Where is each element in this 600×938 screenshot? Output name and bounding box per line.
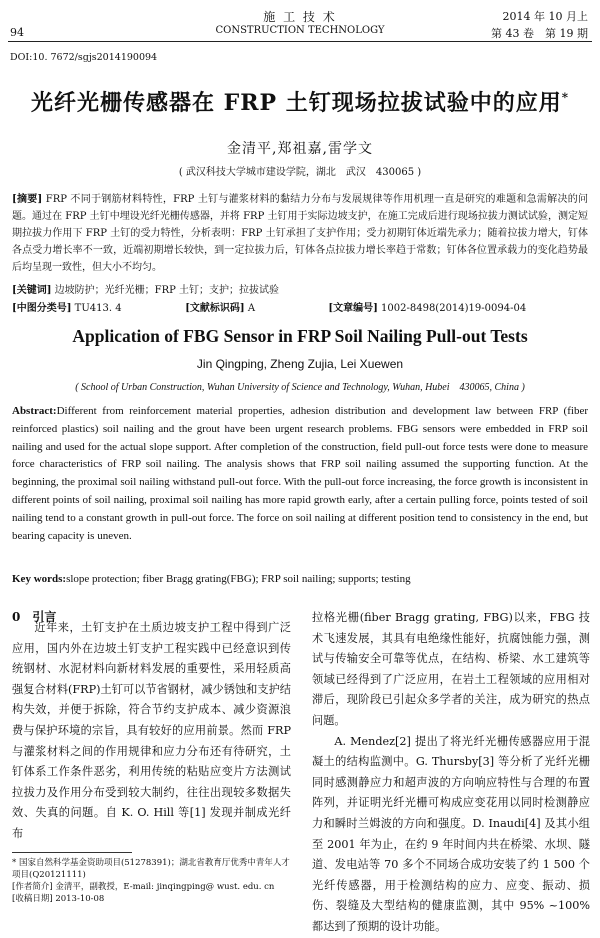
doc-code-value: A <box>247 303 256 314</box>
volume-issue: 第 43 卷 第 19 期 <box>491 27 588 40</box>
classification-row <box>12 299 588 314</box>
body-paragraph: A. Mendez[2] 提出了将光纤光栅传感器应用于混凝土的结构监测中。G. Thursby[3] 等分析了光纤光栅同时感测静应力和超声波的方向响应特性与合理的布置阵列，并证明光纤光栅可构成应变花用以同时检测静应力和瞬时兰姆波的方向和强度。D. Inaudi[4] 及其小组至 2001 年为止，在约 9 年时间内共在桥梁、水坝、隧道、发电站等 70 多个不同场合成功安装了约 1 500 个光纤传感器，用于检测结构的应力、应变、振动、损伤、裂缝及大型结构的健康监测，其中 95% ~100% 都达到了预期的设计功能。 <box>312 734 590 933</box>
abstract-en <box>12 403 588 545</box>
body-right-column <box>312 608 590 938</box>
footnotes <box>12 857 292 905</box>
abstract-en-text: Different from reinforcement material properties, adhesion distribution and development law between FRP (fiber reinforced plastics) soil nailing and the grout have been urgent research problems. FBG sensors were embedded in FRP soil nailing and used for the actual slope support. After completion of the construction, field pull-out force tests were done to measure force characteristics of FRP soil nailing. The analysis shows that FRP soil nailing assumed the supporting function. At the beginning, the proximal soil nailing withstand pull-out force. With the pull-out force increasing, the force growth is inconsistent in different points of soil nailing, proximal soil nailing has more rapid growth early, after a certain pulling force, points tested of soil nailing tend to a constant growth in pull-out force. The force on soil nailing at different position tend to consistency in the end, but bearing capacity is uneven. <box>12 405 588 542</box>
article-title-cn <box>0 86 600 117</box>
keywords-cn-label: [关键词] <box>12 285 52 296</box>
keywords-en-label: Key words: <box>12 573 67 585</box>
article-id-value: 1002-8498(2014)19-0094-04 <box>381 303 527 314</box>
abstract-en-label: Abstract: <box>12 405 57 417</box>
article-title-en: Application of FBG Sensor in FRP Soil Nailing Pull-out Tests <box>72 326 528 346</box>
title-text: 光纤光栅传感器在 FRP 土钉现场拉拔试验中的应用 <box>30 90 562 116</box>
body-paragraph: 拉格光栅(fiber Bragg grating, FBG)以来，FBG 技术飞速发展，其具有电绝缘性能好，抗腐蚀能力强，测试与传输安全可靠等优点，在结构、桥梁、水工建筑等领域已经得到了广泛应用，在岩土工程领域的应用相对滞后，现阶段已引起众多学者的关注，成为研究的热点问题。 <box>312 611 590 727</box>
body-left-column: 近年来，土钉支护在土质边坡支护工程中得到广泛应用，国内外在边坡土钉支护工程实践中已经意识到传统钢材、水泥材料向新材料发展的重要性，采用轻质高强复合材料(FRP)土钉可以节省钢材，减少锈蚀和支护结构失效，并便于拆除，符合节约支护成本、减少资源浪费与保护环境的宗旨，具有较好的应用前景。然而 FRP 与灌浆材料之间的作用规律和应力分布还有待研究，土钉体系工作条件恶劣，利用传统的粘贴应变片方法测试拉拔力及作用分布受到较大制约，往往出现较多数据失效、失真的问题。自 K. O. Hill 等[1] 发现并制成光纤布 <box>12 621 291 840</box>
page-number: 94 <box>10 26 24 39</box>
footnote-rule <box>12 852 132 853</box>
abstract-cn-text: FRP 不同于钢筋材料特性，FRP 土钉与灌浆材料的黏结力分布与发展规律等作用机理一直是研究的难题和急需解决的问题。通过在 FRP 土钉中埋设光纤光栅传感器，并将 FRP 土钉用于实际边坡支护，在施工完成后进行现场拉拔力测试试验，测定短期拉拔力作用下 FRP 土钉的受力特性，分析表明：FRP 土钉承担了支护作用；受力初期钉体近端先承力；随着拉拔力增大，钉体各点受力增长率不一致，近端初期增长较快，到一定拉拔力后，钉体各点拉拔力增长率趋于常数；钉体各位置承载力的变化趋势最后均呈现一致性，但大小不均匀。 <box>12 194 589 273</box>
authors-cn: 金清平,郑祖嘉,雷学文 <box>227 141 373 157</box>
footnote-author: [作者简介] 金清平，副教授，E-mail: jinqingping@ wust. edu. cn <box>12 882 275 892</box>
authors-en: Jin Qingping, Zheng Zujia, Lei Xuewen <box>196 357 404 371</box>
article-id-label: [文章编号] <box>328 303 378 314</box>
keywords-en-text: slope protection; fiber Bragg grating(FBG); FRP soil nailing; supports; testing <box>66 573 411 585</box>
clc-value: TU413. 4 <box>74 303 122 314</box>
section-heading-introduction: 0 引言 <box>12 610 57 624</box>
header-rule <box>8 41 592 42</box>
doc-code-label: [文献标识码] <box>185 303 245 314</box>
abstract-cn <box>12 191 588 276</box>
abstract-cn-label: [摘要] <box>12 194 43 205</box>
footnote-funding: * 国家自然科学基金资助项目(51278391)；湖北省教育厅优秀中青年人才项目(Q20121111) <box>12 858 290 880</box>
journal-name-cn: 施 工 技 术 <box>263 10 337 24</box>
journal-name-en: CONSTRUCTION TECHNOLOGY <box>215 25 385 36</box>
affiliation-en: ( School of Urban Construction, Wuhan University of Science and Technology, Wuhan, Hubei 430065, China ) <box>75 382 525 393</box>
title-footnote-mark: * <box>561 90 570 105</box>
clc-label: [中图分类号] <box>12 303 72 314</box>
keywords-cn-text: 边坡防护；光纤光栅；FRP 土钉；支护；拉拔试验 <box>54 285 280 296</box>
keywords-en <box>12 573 588 585</box>
keywords-cn <box>12 281 588 296</box>
affiliation-cn: ( 武汉科技大学城市建设学院，湖北 武汉 430065 ) <box>178 167 422 178</box>
footnote-received: [收稿日期] 2013-10-08 <box>12 894 105 904</box>
doi: DOI:10. 7672/sgjs2014190094 <box>10 52 158 63</box>
issue-date: 2014 年 10 月上 <box>502 10 588 23</box>
